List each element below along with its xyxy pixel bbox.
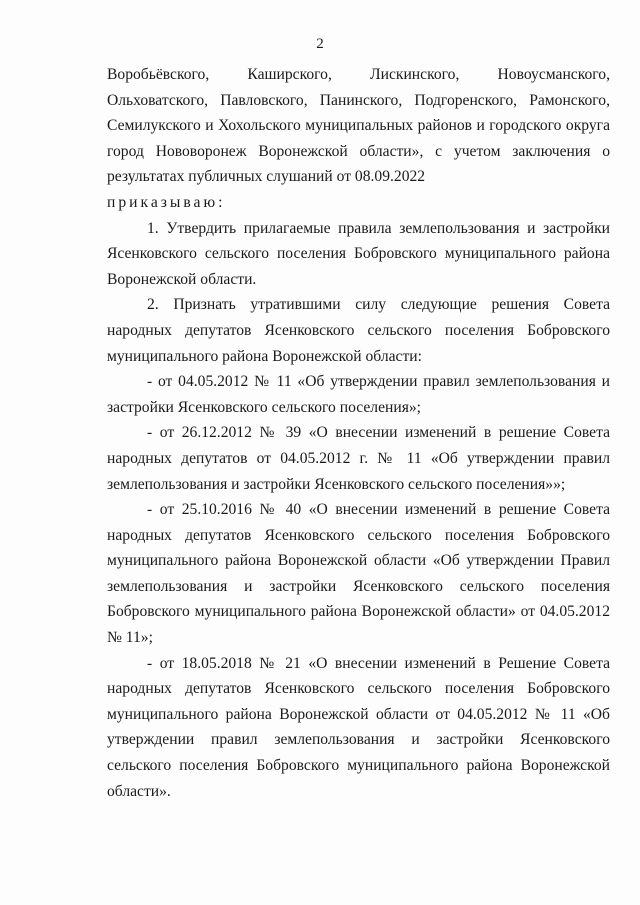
dash-item-3: - от 25.10.2016 № 40 «О внесении изменений в решение Совета народных депутатов Ясенковского сельского поселения Бобровского муниципального района Воронежской области «Об утверждении Правил землепользования и застройки Ясенковского сельского поселения Бобровского муниципального района Воронежской области» от 04.05.2012 № 11»; bbox=[107, 501, 610, 647]
document-body bbox=[107, 62, 610, 804]
page-number: 2 bbox=[316, 36, 324, 52]
dash-item-2: - от 26.12.2012 № 39 «О внесении изменений в решение Совета народных депутатов от 04.05.2012 г. № 11 «Об утверждении правил землепользования и застройки Ясенковского сельского поселения»»; bbox=[107, 424, 610, 493]
dash-item-4: - от 18.05.2018 № 21 «О внесении изменений в Решение Совета народных депутатов Ясенковского сельского поселения Бобровского муниципального района Воронежской области от 04.05.2012 № 11 «Об утверждении правил землепользования и застройки Ясенковского сельского поселения Бобровского муниципального района Воронежской области». bbox=[107, 654, 610, 800]
dash-item-1: - от 04.05.2012 № 11 «Об утверждении правил землепользования и застройки Ясенковского сельского поселения»; bbox=[107, 373, 610, 416]
intro-paragraph: Воробьёвского, Каширского, Лискинского, Новоусманского, Ольховатского, Павловского, Панинского, Подгоренского, Рамонского, Семилукского и Хохольского муниципальных районов и городского округа город Нововоронеж Воронежской области», с учетом заключения о результатах публичных слушаний от 08.09.2022 bbox=[107, 66, 610, 186]
order-word: приказываю: bbox=[107, 193, 226, 211]
item-1: 1. Утвердить прилагаемые правила землепользования и застройки Ясенковского сельского поселения Бобровского муниципального района Воронежской области. bbox=[107, 219, 610, 288]
item-2: 2. Признать утратившими силу следующие решения Совета народных депутатов Ясенковского сельского поселения Бобровского муниципального района Воронежской области: bbox=[107, 296, 610, 365]
